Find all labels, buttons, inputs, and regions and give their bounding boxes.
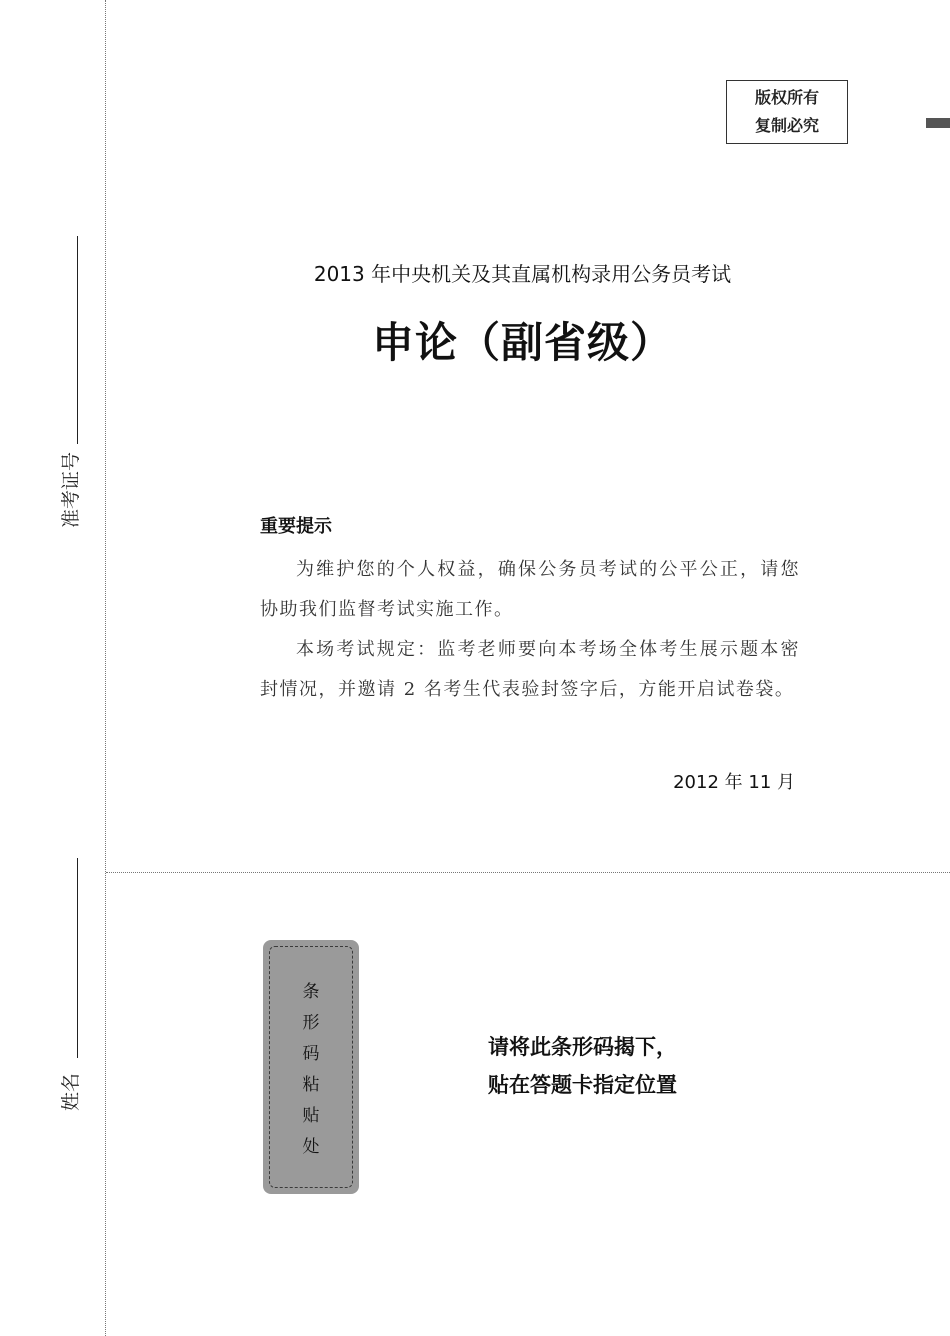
notice-heading: 重要提示 xyxy=(260,516,332,537)
exam-title: 申论（副省级） xyxy=(371,318,673,367)
tear-dotted-line xyxy=(106,872,950,873)
notice-paragraph-1: 为维护您的个人权益，确保公务员考试的公平公正，请您协助我们监督考试实施工作。 xyxy=(260,559,800,620)
barcode-instruction-line-2: 贴在答题卡指定位置 xyxy=(488,1073,677,1097)
notice-date: 2012 年 11 月 xyxy=(673,772,795,793)
name-label: 姓名 xyxy=(60,1073,82,1112)
notice-paragraph-2: 本场考试规定：监考老师要向本考场全体考生展示题本密封情况，并邀请 2 名考生代表验封签字后，方能开启试卷袋。 xyxy=(260,639,800,700)
barcode-instruction-line-1: 请将此条形码揭下， xyxy=(488,1035,677,1059)
barcode-label-char: 粘 xyxy=(302,1075,320,1095)
barcode-label-char: 形 xyxy=(302,1013,320,1033)
barcode-dashed-border xyxy=(269,946,353,1188)
copyright-box xyxy=(726,80,848,144)
barcode-label-char: 条 xyxy=(302,982,320,1002)
admission-number-label: 准考证号 xyxy=(60,452,82,529)
copyright-line-1: 版权所有 xyxy=(754,88,819,107)
barcode-label-char: 处 xyxy=(302,1137,320,1157)
barcode-label-char: 码 xyxy=(302,1044,320,1064)
name-write-line xyxy=(77,858,78,1058)
barcode-instruction xyxy=(488,1028,677,1104)
binding-dotted-line xyxy=(105,0,106,1336)
copyright-line-2: 复制必究 xyxy=(754,116,819,135)
barcode-sticker-area[interactable] xyxy=(263,940,359,1194)
exam-subtitle: 2013 年中央机关及其直属机构录用公务员考试 xyxy=(313,262,732,286)
barcode-label-char: 贴 xyxy=(302,1106,320,1126)
edge-marker xyxy=(926,118,950,128)
